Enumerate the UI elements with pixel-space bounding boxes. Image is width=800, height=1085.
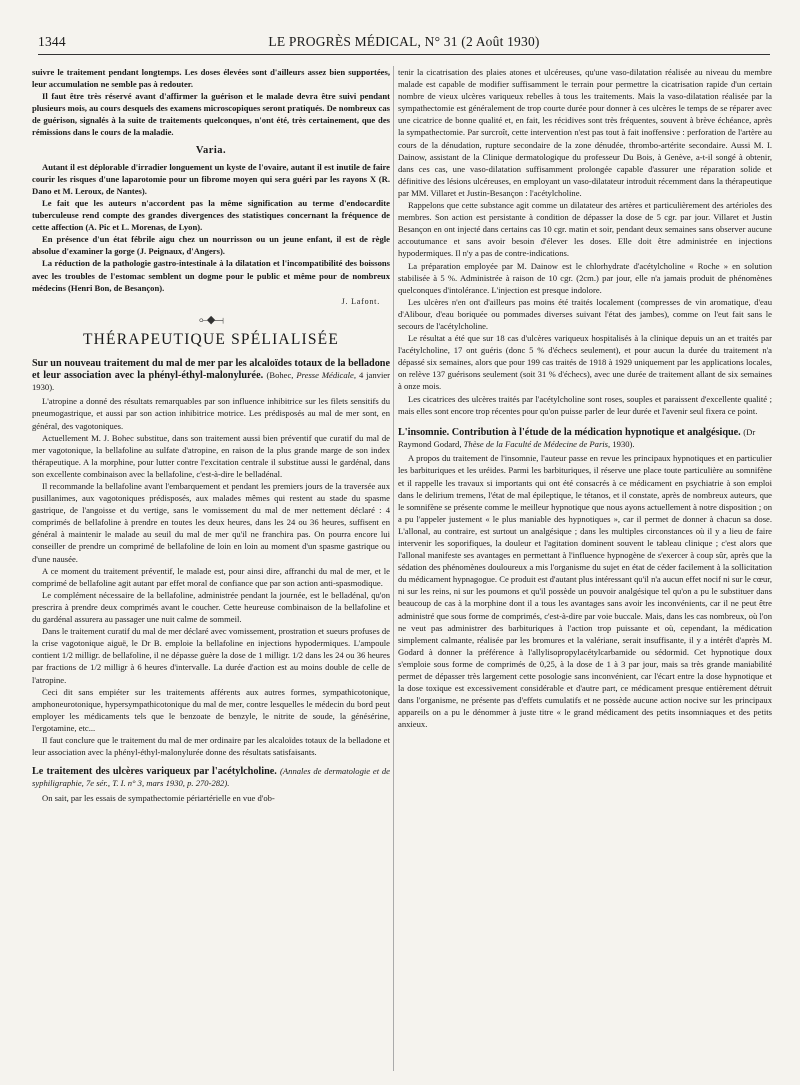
left-column: [32, 66, 390, 1066]
varia-paragraph: La réduction de la pathologie gastro-intestinale à la dilatation et l'incompatibilité des boissons avec les troubles de l'estomac semblent un dogme pour le public et même pour de nombreux médecins (Henri Bon, de Besançon).: [32, 258, 390, 293]
article-paragraph: La préparation employée par M. Dainow est le chlorhydrate d'acétylcholine « Roche » en solution stabilisée à 5 %. Administrée à raison de 10 cgr. (2cm.) par jour, elle n'a jamais produit de phénomènes quelconques d'intolérance. L'injection est presque indolore.: [398, 260, 772, 295]
article-paragraph: Actuellement M. J. Bohec substitue, dans son traitement aussi bien préventif que curatif du mal de mer vagotonique, la bellafoline au sulfate d'atropine, en raison de la plus grande marge de son index thérapeutique. A la morphine, pour lutter contre l'excitation centrale il substitue aussi le gardénal, dans son excellente combinaison avec la bellafoline, c'est-à-dire le belladénal.: [32, 432, 390, 479]
citation-date: 1930).: [612, 438, 635, 449]
page-number: 1344: [38, 34, 66, 49]
article-paragraph: tenir la cicatrisation des plaies atones et ulcéreuses, qu'une vaso-dilatation réalisée au niveau du membre malade est capable de modifier suffisamment le terrain pour permettre la cicatrisation rapide d'un certain nombre de vieux ulcères variqueux rebelles à tous les traitements. Mais la vaso-dilatation réalisée par la sympathectomie est généralement de trop courte durée pour donner à ces ulcères le temps de se réparer avec une cicatrice de bonne qualité et, en fait, les récidives sont très fréquentes, souvent à brève échéance, après la sympathectomie. Par surcroît, cette intervention n'est pas tout à fait inoffensive : perforation de l'artère au cours de la dénudation, rupture secondaire de la zone dénudée, thrombo-artérite secondaire. Aussi M. I. Dainow, assistant de la Clinique dermatologique du professeur Du Bois, à Genève, a-t-il songé à obtenir, dans ces cas, une vaso-dilatation suffisamment prolongée capable d'assurer une réparation solide et définitive des lésions ulcéreuses, en employant un vaso-dilatateur introduit récemment dans la thérapeutique par MM. Villaret et Justin-Besançon : l'acétylcholine.: [398, 67, 772, 198]
citation-source: Thèse de la Faculté de Médecine de Paris,: [463, 438, 611, 449]
article-paragraph: Le complément nécessaire de la bellafoline, administrée pendant la journée, est le belladénal, qu'on prescrira à prendre deux comprimés avant le coucher. Cette heureuse combinaison de la bellafoline et du gardénal assurera au passager une nuit calme de sommeil.: [32, 589, 390, 625]
article-title: [32, 766, 390, 790]
article-title-text: L'insomnie. Contribution à l'étude de la médication hypnotique et analgésique.: [398, 426, 741, 438]
article-paragraph: Dans le traitement curatif du mal de mer déclaré avec vomissement, prostration et sueurs profuses de la crise vagotonique aiguë, le Dr B. emploie la bellafoline en injections hypodermiques. L'ampoule contient 1/2 milligr. de bellafoline, il ne dépasse guère la dose de 1 milligr. 1/2 dans les 24 ou 36 heures par fractions de 1/2 milligr à 6 heures d'intervalle. La durée d'action est au moins double de celle de l'atropine.: [32, 626, 390, 685]
column-divider: [393, 66, 394, 1071]
varia-heading: Varia.: [195, 144, 227, 156]
varia-paragraph: Autant il est déplorable d'irradier longuement un kyste de l'ovaire, autant il est inutile de faire courir les risques d'une laparotomie pour un fibrome moyen qui sera guéri par les rayons X (R. Dano et M. Leroux, de Nantes).: [32, 161, 390, 196]
article-paragraph: Il faut conclure que le traitement du mal de mer ordinaire par les alcaloïdes totaux de la belladone et leur association avec la phényl-éthyl-malonylurée donne des résultats satisfaisants.: [32, 734, 390, 758]
running-title: LE PROGRÈS MÉDICAL, N° 31 (2 Août 1930): [268, 34, 540, 49]
article-paragraph: A ce moment du traitement préventif, le malade est, pour ainsi dire, affranchi du mal de mer, et le comprimé de bellafoline agit autant par effet moral de confiance que par son action anti-spasmodique.: [32, 565, 390, 588]
intro-paragraph: Il faut être très réservé avant d'affirmer la guérison et le malade devra être suivi pendant plusieurs mois, au cours desquels des examens microscopiques seront pratiqués. De nombreux cas de guérison, signalés à la suite de traitements quelconques, n'ont été, très certainement, que des rémissions dans le cours de la maladie.: [32, 91, 390, 138]
right-column: [398, 66, 772, 1066]
citation-author: (Bohec,: [266, 369, 294, 380]
citation-journal: Presse Médicale,: [296, 369, 357, 380]
ornament-divider: ⟜◆⟞: [199, 313, 223, 326]
citation-date: 4 janvier 1930).: [32, 369, 390, 392]
citation-author: (Dr Raymond Godard,: [398, 426, 756, 449]
article-paragraph: Rappelons que cette substance agit comme un dilatateur des artères et particulièrement des artérioles des membres. Son action est persistante à condition de dépasser la dose de 5 cgr. par jour. Villaret et Justin Besançon en ont injecté dans certains cas 10 cgr. matin et soir, pendant deux semaines sans observer aucune accoutumance et sans avoir besoin d'élever les doses. Elle doit être administrée en injections hypodermiques. Il n'y a pas de contre-indications.: [398, 200, 772, 259]
varia-paragraph: Le fait que les auteurs n'accordent pas la même signification au terme d'endocardite tuberculeuse rend compte des grandes divergences des statistiques concernant la fréquence de cette affection (A. Pic et L. Morenas, de Lyon).: [32, 197, 390, 233]
article-paragraph: Les ulcères n'en ont d'ailleurs pas moins été traités localement (compresses de vin aromatique, d'eau d'Alibour, d'eau boriquée ou pommades diverses suivant l'état des jambes), comme on l'eut fait sans le secours de l'acétylcholine.: [398, 296, 772, 331]
citation-journal: (Annales de dermatologie et de syphiligraphie, 7e sér., T. I. n° 3, mars 1930, p. 270-282).: [32, 766, 390, 788]
varia-paragraph: En présence d'un état fébrile aigu chez un nourrisson ou un jeune enfant, il est de règle absolue d'examiner la gorge (J. Peignaux, d'Angers).: [32, 234, 390, 257]
article-paragraph: Ceci dit sans empiéter sur les traitements afférents aux autres formes, sympathicotonique, amphoneurotonique, hypersympathicotonique du mal de mer, contre lesquelles le médecin du bord peut employer les médicaments tels que le benzoate de benzyle, le nitrite de soude, la génésérine, l'ergotamine, etc...: [32, 686, 390, 733]
article-title-text: Sur un nouveau traitement du mal de mer par les alcaloïdes totaux de la belladone et leur association avec la phényl-éthyl-malonylurée.: [32, 357, 390, 381]
article-paragraph: A propos du traitement de l'insomnie, l'auteur passe en revue les principaux hypnotiques et en particulier les barbituriques et les uréides. Parmi les barbituriques, il réserve une place toute particulière au somnifène et il rappelle les travaux si importants qui ont été consacrés à ce médicament en psychiatrie à son emploi dans le delirium tremens, l'état de mal épileptique, le tétanos, et il constate, après de nombreux auteurs, que le somnifène se présente comme le meilleur hypnotique que nous ayons actuellement à notre disposition ; on a pu l'appeler justement « le plus maniable des hypnotiques », car il permet de donner à chacun sa dose. L'allonal, au contraire, est surtout un analgésique ; dans les multiples circonstances où il y a lieu de faire intervenir les soporifiques, la douleur et l'agitation dominent souvent le tableau clinique ; c'est alors que l'allonal manifeste ses avantages en permettant à l'influence hypnogène de s'exercer à coup sûr, après que la sédation des phénomènes douloureux a mis l'organisme du sujet en état de céder facilement à la sollicitation du médicament hypnagogue. Ce produit est d'autant plus intéressant qu'il n'a aucun effet nocif ni sur le cœur, ni sur les reins, ni sur les poumons et qu'il possède un pouvoir analgésique tel qu'on a pu le substituer dans beaucoup de cas à la morphine dont il a tous les avantages sans avoir les inconvénients, car il ne peut être administré que sous forme de comprimés, c'est-à-dire par voie buccale. Mais, dans les cas nombreux, où l'on ne veut pas administrer des barbituriques à l'action trop puissante et où, cependant, la médication simplement calmante, réalisée par les bromures et la valériane, serait insuffisante, il y a intérêt d'après M. Godard à donner la préférence à l'allylisopropylacétylcarbamide ou sédormid. Cet hypnotique doux s'emploie sous forme de comprimés de 0,25, à la dose de 1 à 3 par jour, mais sa très grande maniabilité permet de dépasser très largement cette posologie sans inconvénient, car l'écart entre la dose hypnotique et la dose toxique est excessivement considérable et d'autre part, ce médicament presque entièrement détruit dans l'organisme, ne présente pas d'effets cumulatifs et ne possède aucune action nocive sur les principaux appareils on a pu le dénommer à juste titre « le grand médicament des petits insomniaques et des petits anxieux.: [398, 453, 772, 730]
section-heading: THÉRAPEUTIQUE SPÉLIALISÉE: [82, 330, 340, 348]
article-paragraph: On sait, par les essais de sympathectomie périartérielle en vue d'ob-: [42, 792, 275, 803]
page-header: [38, 32, 770, 55]
author-signature: J. Lafont.: [341, 296, 380, 306]
intro-paragraph: suivre le traitement pendant longtemps. Les doses élevées sont d'ailleurs assez bien supportées, leur accumulation ne semble pas à redouter.: [32, 67, 390, 90]
article-paragraph: Il recommande la bellafoline avant l'embarquement et pendant les premiers jours de la traversée aux pusillanimes, aux vagotoniques prédisposés, aux malades mêmes qui restent au stade du spasme gastrique, de l'angoisse et du vertige, sans le vomissement du mal de mer nettement déclaré : 4 comprimés de bellafoline à prendre en toutes les deux heures, dans les 24 ou 36 heures, suffisent en général à maintenir le malade au seuil du mal de mer qu'il ne franchira pas. On pourra encore lui conseiller de prendre un comprimé de bellafoline de loin en loin au moment d'un spasme gastrique ou d'une nausée.: [32, 481, 390, 564]
article-paragraph: Les cicatrices des ulcères traités par l'acétylcholine sont roses, souples et paraissent d'excellente qualité ; mais elles sont encore trop récentes pour qu'on puisse parler de leur durée et l'avenir seul fixera ce point.: [398, 393, 772, 416]
article-title: [32, 358, 390, 393]
article-paragraph: L'atropine a donné des résultats remarquables par son influence inhibitrice sur les filets sensitifs du pneumogastrique, et aussi par son action inhibitrice motrice. Les prédisposés au mal de mer sont, en général, des vagotoniques.: [32, 396, 390, 431]
article-paragraph: Le résultat a été que sur 18 cas d'ulcères variqueux hospitalisés à la clinique depuis un an et traités par l'acétylcholine, 17 ont guéris (donc 5 % d'échecs seulement), et pour aucun la durée du traitement n'a dépassé six semaines, alors que pour 199 cas traités de 1918 à 1929 uniquement par les applications locales, on relève 137 guérisons seulement (soit 31 % d'échecs), avec une durée de traitement allant de six semaines à onze mois.: [398, 333, 772, 392]
article-title-text: Le traitement des ulcères variqueux par l'acétylcholine.: [32, 766, 277, 778]
article-title: [398, 427, 772, 451]
